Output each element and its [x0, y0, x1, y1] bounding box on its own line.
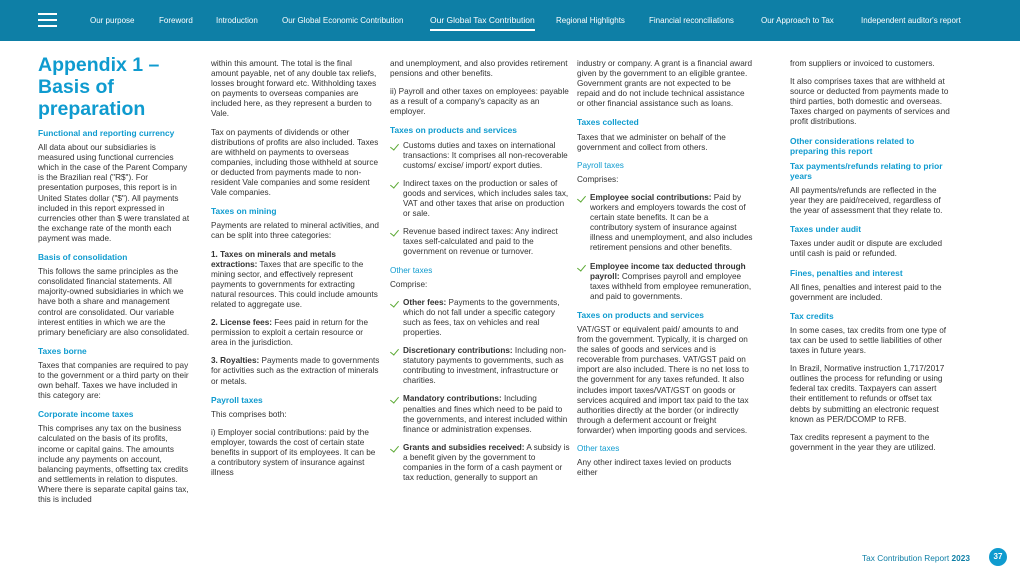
paragraph: This follows the same principles as the consolidated financial statements. All majority-owned subsidiaries in which we have both a share and management control are consolidated. Our variable interest entities in which we are the primary beneficiary are also consolidated. — [38, 267, 190, 337]
heading-fines-penalties: Fines, penalties and interest — [790, 267, 903, 278]
nav-foreword[interactable]: Foreword — [159, 16, 193, 25]
nav-regional-highlights[interactable]: Regional Highlights — [556, 16, 625, 25]
paragraph: Tax on payments of dividends or other distributions of profits are also included. Taxes are withheld on payments to overseas companies, including those withheld at source or deducted from payments made to non-resident Vale companies and some resident Vale companies. — [211, 127, 379, 198]
heading-prior-years: Tax payments/refunds relating to prior years — [790, 160, 943, 181]
heading-functional-currency: Functional and reporting currency — [38, 128, 175, 138]
column-2 — [211, 59, 381, 486]
footer-report-title: Tax Contribution Report 2023 — [862, 553, 970, 563]
paragraph: All payments/refunds are reflected in the year they are paid/received, regardless of the year of assessment that they relate to. — [790, 185, 943, 216]
paragraph: All fines, penalties and interest paid to the government are included. — [790, 282, 942, 302]
heading-taxes-under-audit: Taxes under audit — [790, 224, 862, 235]
column-4 — [577, 59, 753, 486]
paragraph: ii) Payroll and other taxes on employees: payable as a result of a company's capacity as an employer. — [390, 87, 569, 117]
heading-taxes-on-mining: Taxes on mining — [211, 206, 277, 217]
heading-products-services: Taxes on products and services — [577, 309, 704, 320]
list-item: Employee social contributions: Paid by workers and employers towards the cost of certain state benefits. It can be a contributory system of insurance against illness and unemployment, and also includes retirement pensions and other benefits. — [577, 193, 753, 254]
column-5 — [790, 59, 952, 461]
heading-taxes-borne: Taxes borne — [38, 345, 87, 356]
heading-taxes-collected: Taxes collected — [577, 117, 639, 128]
paragraph: i) Employer social contributions: paid by the employer, towards the cost of certain state benefits in support of its employees. It can be a contributory system of insurance against illness — [211, 427, 376, 478]
nav-introduction[interactable]: Introduction — [216, 16, 258, 25]
column-1 — [38, 54, 190, 513]
paragraph: In some cases, tax credits from one type of tax can be used to settle liabilities of other taxes in future years. — [790, 325, 947, 356]
paragraph: Comprise: — [390, 279, 428, 289]
list-item: Revenue based indirect taxes: Any indirect taxes self-calculated and paid to the government on revenue or turnover. — [390, 227, 570, 257]
heading-other-taxes: Other taxes — [390, 265, 433, 275]
heading-payroll-taxes: Payroll taxes — [211, 394, 263, 405]
paragraph: and unemployment, and also provides retirement pensions and other benefits. — [390, 59, 568, 79]
paragraph: Taxes that we administer on behalf of the government and collect from others. — [577, 132, 726, 152]
paragraph: Payments are related to mineral activities, and can be split into three categories: — [211, 221, 379, 241]
paragraph: within this amount. The total is the final amount payable, net of any double tax reliefs, losses brought forward etc. Withholding taxes on payments to overseas companies are included here, as they represent a burden to Vale. — [211, 59, 377, 119]
menu-icon[interactable] — [38, 13, 57, 28]
list-item: Indirect taxes on the production or sales of goods and services, which includes sales tax, VAT and other taxes that arise on production or sale. — [390, 179, 570, 219]
heading-tax-credits: Tax credits — [790, 310, 834, 321]
paragraph: Taxes under audit or dispute are excluded until cash is paid or refunded. — [790, 239, 943, 259]
top-nav-bar — [0, 0, 1020, 41]
page-number: 37 — [989, 548, 1007, 566]
paragraph: VAT/GST or equivalent paid/ amounts to and from the government. Typically, it is charged on the sales of goods and services and is recoverable from purchases. VAT/GST paid on import are also included. There is no net loss to the government for any taxes refunded. It also includes import taxes/VAT/GST on goods or services acquired and import tax paid to the tax authorities directly at the border (or indirectly through a deferment account or freight forwarder) when importing goods and services. — [577, 324, 749, 435]
nav-approach-to-tax[interactable]: Our Approach to Tax — [761, 16, 834, 25]
list-item: 3. Royalties: Payments made to governments for activities such as the extraction of minerals or metals. — [211, 356, 380, 386]
list-item: Mandatory contributions: Including penalties and fines which need to be paid to the governments, and interest included within finance or administration expenses. — [390, 394, 570, 434]
paragraph: Taxes that companies are required to pay to the government or a third party on their own behalf. Taxes we have included in this category are: — [38, 360, 189, 401]
list-item: Discretionary contributions: Including non-statutory payments to governments, such as contributing to investment, infrastructure or charities. — [390, 346, 570, 386]
nav-financial-reconciliations[interactable]: Financial reconciliations — [649, 16, 734, 25]
list-item: Other fees: Payments to the governments, which do not fall under a specific category such as fees, tax on vehicles and real properties. — [390, 298, 570, 338]
heading-other-taxes: Other taxes — [577, 444, 620, 453]
list-item: Employee income tax deducted through payroll: Comprises payroll and employee taxes withheld from employee remuneration, and paid to governments. — [577, 262, 753, 302]
heading-payroll-taxes: Payroll taxes — [577, 160, 624, 170]
paragraph: In Brazil, Normative instruction 1,717/2017 outlines the process for refunding or using federal tax credits. Taxpayers can assert their entitlement to refunds or offset tax debts by submitting an electronic request known as PER/DCOMP to RFB. — [790, 364, 945, 424]
heading-consolidation: Basis of consolidation — [38, 252, 128, 263]
nav-tax-contribution[interactable]: Our Global Tax Contribution — [430, 15, 535, 25]
paragraph: It also comprises taxes that are withheld at source or deducted from payments made to third parties, both domestic and overseas. Taxes charged on payments of services and profit distributions. — [790, 77, 950, 127]
nav-economic-contribution[interactable]: Our Global Economic Contribution — [282, 16, 404, 25]
list-item: 1. Taxes on minerals and metals extractions: Taxes that are specific to the mining sector, and effectively represent payments to governments for extracting natural resources. This could include amounts related to aggregate use. — [211, 249, 378, 309]
list-item: Customs duties and taxes on international transactions: It comprises all non-recoverable customs/ excise/ import/ export duties. — [390, 141, 570, 171]
heading-corporate-income-taxes: Corporate income taxes — [38, 409, 134, 420]
nav-our-purpose[interactable]: Our purpose — [90, 16, 135, 25]
paragraph: Any other indirect taxes levied on products either — [577, 458, 732, 478]
paragraph: This comprises both: — [211, 409, 287, 419]
paragraph: Tax credits represent a payment to the government in the year they are utilized. — [790, 432, 936, 452]
heading-products-services: Taxes on products and services — [390, 125, 517, 136]
heading-other-considerations: Other considerations related to preparing this report — [790, 135, 915, 156]
nav-auditor-report[interactable]: Independent auditor's report — [861, 16, 961, 25]
list-item: 2. License fees: Fees paid in return for the permission to exploit a certain resource or area in the jurisdiction. — [211, 318, 369, 348]
paragraph: Comprises: — [577, 174, 619, 184]
paragraph: industry or company. A grant is a financial award given by the government to an eligible grantee. Government grants are not expected to be repaid and do not include technical assistance or other financial assistance such as loans. — [577, 59, 753, 109]
list-item: Grants and subsidies received: A subsidy is a benefit given by the government to companies in the form of a cash payment or tax reduction, generally to support an — [390, 443, 570, 483]
paragraph: from suppliers or invoiced to customers. — [790, 59, 935, 68]
column-3 — [390, 59, 570, 491]
page-title: Appendix 1 – Basis of preparation — [38, 54, 160, 120]
paragraph: All data about our subsidiaries is measured using functional currencies which in the case of the Parent Company is the Brazilian real ("R$"). For presentation purposes, this report is in United States dollar ("$"). All payments included in this report expressed in currencies other than $ were translated at the exchange rate of the month each payment was made. — [38, 143, 190, 243]
paragraph: This comprises any tax on the business calculated on the basis of its profits, income or capital gains. The amounts include any payments on account, balancing payments, offsetting tax credits and settlements in relation to disputes. Where there is separate capital gains tax, this is included — [38, 424, 189, 504]
